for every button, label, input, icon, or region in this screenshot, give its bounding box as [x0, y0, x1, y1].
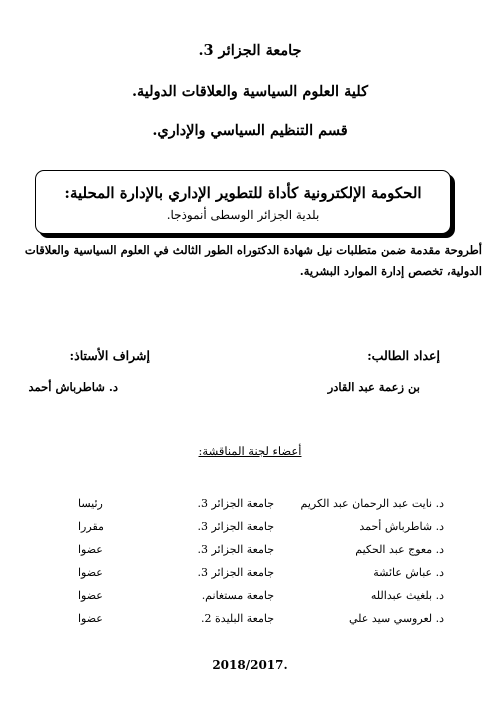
- student-label: إعداد الطالب:: [367, 348, 440, 363]
- member-role: عضوا: [78, 589, 103, 602]
- committee-row: [0, 612, 500, 634]
- thesis-title-box: [35, 170, 451, 234]
- committee-row: [0, 589, 500, 611]
- supervisor-label: إشراف الأستاذ:: [69, 348, 150, 363]
- student-name: بن زعمة عبد القادر: [327, 380, 420, 394]
- member-university: جامعة الجزائر 3.: [197, 497, 274, 510]
- member-university: جامعة الجزائر 3.: [197, 543, 274, 556]
- member-name: د. شاطرباش أحمد: [359, 520, 444, 533]
- member-role: عضوا: [78, 612, 103, 625]
- department-name: قسم التنظيم السياسي والإداري.: [152, 122, 348, 139]
- member-university: جامعة البليدة 2.: [201, 612, 274, 625]
- thesis-description: أطروحة مقدمة ضمن متطلبات نيل شهادة الدكتوراه الطور الثالث في العلوم السياسية والعلاقات الدولية، تخصص إدارة الموارد البشرية.: [24, 243, 482, 278]
- member-role: عضوا: [78, 543, 103, 556]
- thesis-title: الحكومة الإلكترونية كأداة للتطوير الإداري بالإدارة المحلية:: [64, 184, 422, 202]
- committee-row: [0, 497, 500, 519]
- member-name: د. معوج عبد الحكيم: [355, 543, 444, 556]
- member-role: عضوا: [78, 566, 103, 579]
- committee-row: [0, 566, 500, 588]
- thesis-subtitle: بلدية الجزائر الوسطى أنموذجا.: [166, 208, 320, 222]
- faculty-name: كلية العلوم السياسية والعلاقات الدولية.: [131, 83, 368, 100]
- member-university: جامعة مستغانم.: [201, 589, 274, 602]
- member-role: رئيسا: [78, 497, 103, 510]
- member-name: د. بلغيث عبدالله: [370, 589, 444, 602]
- member-university: جامعة الجزائر 3.: [197, 520, 274, 533]
- member-name: د. عباش عائشة: [373, 566, 444, 579]
- committee-row: [0, 543, 500, 565]
- member-university: جامعة الجزائر 3.: [197, 566, 274, 579]
- member-role: مقررا: [78, 520, 104, 533]
- academic-year: 2018/2017.: [212, 658, 288, 672]
- member-name: د. لعروسي سيد علي: [349, 612, 444, 625]
- committee-row: [0, 520, 500, 542]
- university-name: جامعة الجزائر 3.: [198, 42, 302, 59]
- committee-title: أعضاء لجنة المناقشة:: [198, 444, 302, 458]
- member-name: د. نايت عبد الرحمان عبد الكريم: [300, 497, 444, 510]
- supervisor-name: د. شاطرباش أحمد: [28, 380, 118, 394]
